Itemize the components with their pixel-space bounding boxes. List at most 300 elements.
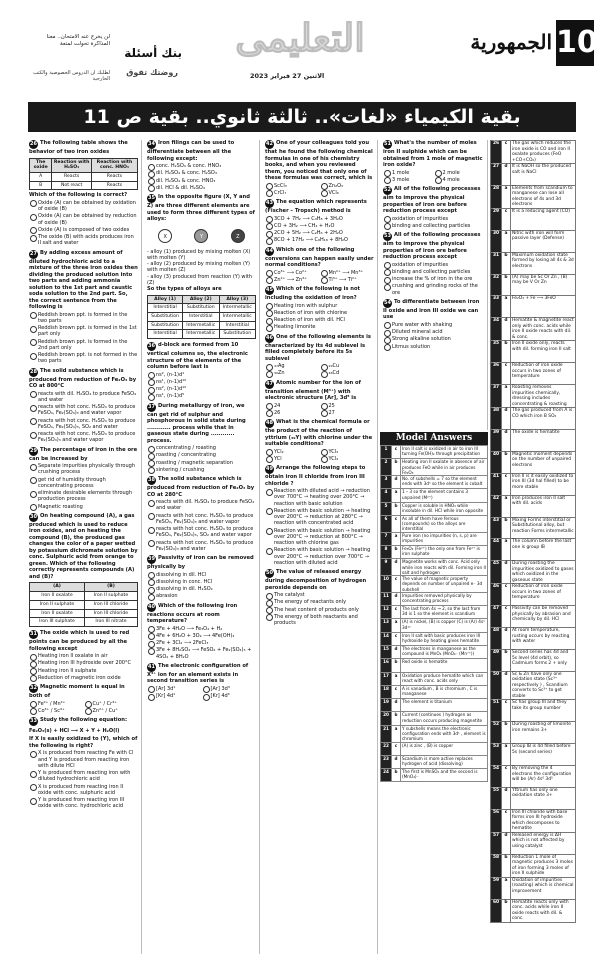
option[interactable]: reacts with hot conc. H₂SO₄ to produce FeSO₄, Fe₂(SO₄)₃, SO₂ and water (29, 418, 138, 431)
table-header: Reaction with conc. HNO₃ (91, 158, 137, 172)
option[interactable]: YCl (265, 456, 320, 462)
option[interactable]: Y is produced from reacting iron with diluted hydrochloric acid (29, 770, 138, 783)
option[interactable]: dissolving in dil. HCl (147, 572, 256, 578)
answer-letter: c (392, 742, 401, 755)
answer-row (491, 700, 576, 722)
option[interactable]: Heating limonite (265, 324, 374, 330)
table-row: A Reacts Reacts (30, 172, 138, 181)
option[interactable]: 27 (320, 410, 375, 416)
table-row[interactable]: Substitution Intermetallic Interstitial (148, 321, 256, 330)
answer-number: 47 (491, 606, 502, 628)
answer-letter: b (502, 517, 511, 539)
answer-explanation: No. of subshells = 7 so the element ends with 3d⁵ so the element is cobalt (401, 476, 488, 489)
option[interactable]: Oxide (A) can be obtained by reduction of oxide (B) (29, 213, 138, 226)
model-answers-table (380, 445, 488, 782)
answer-number: 5 (381, 502, 392, 515)
option[interactable]: ns¹, (n-1)d¹⁰ (147, 379, 256, 385)
question-32 (29, 684, 138, 714)
option[interactable]: dil. HCl & dil. H₂SO₄ (147, 185, 256, 191)
bank-caption: لطلبك ان الدروس الخصوصية والكتب الخارجية (33, 70, 110, 83)
option[interactable]: Reduction of magnetic iron oxide (29, 675, 138, 681)
option[interactable]: get rid of humidity through concentrating process (29, 477, 138, 490)
option[interactable]: crushing and grinding rocks of the ore (383, 283, 484, 296)
question-40 (147, 603, 256, 660)
question-29 (29, 447, 138, 510)
answer-row (381, 476, 488, 489)
answer-letter: c (502, 363, 511, 385)
answer-explanation: The electrons in manganese as the compound is MnO₄ (MnO₄⁻ (Mn⁷⁺)) (401, 645, 488, 658)
figure-note: - alloy (3) produced from reaction (Y) with (Z) (147, 273, 253, 286)
option[interactable]: Heating iron II oxalate in air (29, 653, 138, 659)
question-text: The following table shows the behavior of two iron oxides (29, 140, 128, 155)
answer-number: 20 (381, 712, 392, 725)
answer-explanation: Released energy is ΔH which is not affected by using catalyst (511, 832, 576, 854)
question-number: 34 (148, 141, 155, 147)
table-row[interactable]: Iron II oxalate Iron II sulphate (30, 592, 138, 601)
option[interactable]: Ti³⁺ ⟶ Ti²⁺ (320, 277, 375, 283)
answer-explanation: Roasting removes impurities chemically, dressing includes concentrating & roasting (511, 385, 576, 408)
oxide-table (29, 158, 138, 191)
question-number: 33 (30, 718, 37, 725)
option[interactable]: ₄₈Cd (320, 370, 375, 376)
option[interactable]: dil. H₂SO₄ & conc. H₂SO₄ (147, 170, 256, 176)
answer-explanation: Fe₂O₃ + Fe ⟶ 3FeO (511, 296, 576, 318)
answer-explanation: The element is titanium (401, 699, 488, 712)
answer-explanation: Current (continues ) hydrogen as reduction occurs producing magnetite (401, 712, 488, 725)
option[interactable]: Pure water with shaking (383, 322, 484, 328)
answer-number: 18 (381, 685, 392, 698)
option[interactable]: reacts with hot conc. H₂SO₄ to produce Fe₂(SO₄)₃ and water vapor (29, 431, 138, 444)
answer-letter: a (392, 489, 401, 502)
answer-letter: b (392, 502, 401, 515)
answer-number: 52 (491, 722, 502, 744)
answer-number: 17 (381, 672, 392, 685)
answer-row (381, 545, 488, 558)
answer-letter: b (502, 341, 511, 363)
question-text: In the opposite figure (X, Y and Z) are three different elements are used to form three different types of alloys: (147, 194, 255, 222)
option[interactable]: ns¹, (n-1)d⁵ (147, 393, 256, 399)
question-text: To differentiate between iron II oxide and iron III oxide we can use (383, 298, 480, 321)
option[interactable]: reacts with dil. H₂SO₄ to produce FeSO₄ and water (29, 391, 138, 404)
answer-number: 49 (491, 650, 502, 672)
option[interactable]: The catalyst (265, 592, 374, 598)
question-number: 43 (266, 200, 273, 206)
question-46 (265, 334, 374, 377)
option[interactable]: 4 mole (434, 177, 485, 183)
option[interactable]: reacts with dil. H₂SO₄ to produce FeSO₄ and water (147, 499, 256, 512)
alloy-table (147, 295, 256, 340)
question-number: 36 (148, 343, 155, 350)
question-number: 48 (266, 420, 273, 426)
answer-letter: d (502, 671, 511, 700)
option[interactable]: oxidation of impurities (383, 262, 484, 268)
answer-row (381, 632, 488, 645)
question-43 (265, 199, 374, 244)
option[interactable]: Strong alkaline solution (383, 336, 484, 342)
answer-number: 39 (491, 430, 502, 452)
answer-explanation: Yttrium has only one oxidation state 3+ (511, 787, 576, 809)
question-text: Passivity of iron can be removed physically by (147, 555, 254, 571)
answer-letter: d (502, 561, 511, 584)
answer-letter: d (392, 755, 401, 768)
answer-letter: a (502, 385, 511, 408)
option[interactable]: 24 (265, 403, 320, 409)
answer-row (491, 561, 576, 584)
option[interactable]: eliminate desirable elements through production process (29, 490, 138, 503)
answer-number: 38 (491, 408, 502, 430)
option[interactable]: 2Fe + 3Cl₂ ⟶ 2FeCl₃ (147, 640, 256, 646)
answer-row (381, 712, 488, 725)
option[interactable]: Zn²⁺ ⟶ Zn³⁺ (265, 277, 320, 283)
option[interactable]: 2 mole (434, 170, 485, 176)
question-text: What's the number of moles iron II sulphide which can be obtained from 1 mole of magnetic iron oxide? (383, 140, 483, 168)
answer-letter: d (502, 430, 511, 452)
table-header: (A) (30, 583, 85, 592)
answer-explanation: Group IB is 4d filled before 5s (second series) (511, 744, 576, 766)
table-row[interactable]: Substitution Interstitial Intermetallic (148, 312, 256, 321)
question-number: 44 (266, 247, 273, 254)
option[interactable]: CrCl₇ (265, 190, 320, 196)
answer-explanation: Passivity can be removed physically by abrasion and chemically by dil. HCl (511, 606, 576, 628)
answer-number: 46 (491, 584, 502, 606)
question-text: All of the following processes aim to improve the physical properties of iron ore before reduction process except (383, 232, 481, 260)
answer-letter: d (392, 476, 401, 489)
model-answers (380, 432, 488, 782)
answer-row (381, 592, 488, 605)
answer-letter: d (502, 832, 511, 854)
answer-explanation: Copper is soluble in HNO₃ while insoluble in dil. HCl while iron opposite (401, 502, 488, 515)
answer-letter: a (502, 539, 511, 561)
answer-row (491, 141, 576, 164)
question-number: 29 (30, 447, 37, 454)
answer-letter: b (502, 252, 511, 274)
question-28 (29, 368, 138, 444)
option[interactable]: [Kr] 4d¹ (147, 693, 202, 699)
option[interactable]: ScCl₃ (265, 183, 320, 189)
answer-number: 4 (381, 489, 392, 502)
question-number: 41 (148, 663, 155, 670)
question-47 (265, 380, 374, 417)
question-49 (265, 465, 374, 566)
option[interactable]: Co³⁺ ⟶ Co²⁺ (265, 270, 320, 276)
option[interactable]: Reddish brown ppt. is formed in the two parts (29, 312, 138, 325)
alloy-figure (147, 225, 256, 247)
option[interactable]: dissolving in dil. H₂SO₄ (147, 586, 256, 592)
bank-tagline: لن يخرج عنه الامتحان.. معنا المذاكرة تحولت لمتعة (46, 34, 110, 47)
table-row[interactable]: Interstitial Substitution Intermetallic (148, 304, 256, 313)
option[interactable]: ₃₀Zn (265, 370, 320, 376)
option[interactable]: Diluted mineral acid (383, 329, 484, 335)
option[interactable]: [Ar] 3d³ (202, 686, 257, 692)
element-y-icon: Y (194, 229, 208, 243)
question-45 (265, 286, 374, 331)
answer-explanation: It is NaOH so the produced salt is NaCl (511, 164, 576, 186)
answer-explanation: Reduction 1 mole of magnetic produces 3 moles of iron forming 3 moles of iron II sulphide (511, 854, 576, 877)
question-text: The equation which represents (Fischer – Tropsch) method is (265, 199, 367, 214)
answer-explanation: The gas produced from A is CO which iron B SO₂ (511, 408, 576, 430)
option[interactable]: Mn²⁺ ⟶ Mn³⁺ (320, 270, 375, 276)
option[interactable]: CO + 3H₂ ⟶ CH₄ + H₂O (265, 223, 374, 229)
option[interactable]: Cu⁺ / Cr³⁺ (84, 701, 139, 707)
option[interactable]: roasting / magnetic separation (147, 460, 256, 466)
bank-slogan: روضتك تفوق (126, 68, 178, 77)
option[interactable]: Reaction with basic solution → heating over 200°C → reduction at 800°C → reaction with chlorine gas (265, 528, 374, 547)
option[interactable]: ₄₇Ag (265, 363, 320, 369)
table-row[interactable]: Iron II oxalate Iron III chloride (30, 609, 138, 618)
answer-letter: c (392, 576, 401, 593)
option[interactable]: Oxide (A) is composed of two oxides (29, 227, 138, 233)
answer-letter: b (502, 854, 511, 877)
option[interactable]: abrasion (147, 593, 256, 599)
column-4 (380, 140, 488, 430)
answer-row (381, 699, 488, 712)
option[interactable]: 2CO + 5H₂ ⟶ C₂H₆ + 2H₂O (265, 230, 374, 236)
issue-date: الاثنين 27 فبراير 2023 (250, 72, 325, 80)
answer-number: 3 (381, 476, 392, 489)
question-text: Which of the following iron reactions occurs at room temperature? (147, 602, 238, 625)
question-text: The electronic configuration of X³⁺ ion for an element exists in second transition series is (147, 662, 249, 685)
answer-number: 32 (491, 274, 502, 296)
answer-number: 48 (491, 628, 502, 650)
question-text: Arrange the following steps to obtain iron II chloride from iron III chloride ? (265, 465, 366, 487)
answer-key-table (490, 140, 576, 923)
option[interactable]: Heating iron with sulphur (265, 303, 374, 309)
answer-number: 35 (491, 341, 502, 363)
option[interactable]: concentrating / roasting (147, 445, 256, 451)
question-number: 42 (266, 141, 273, 147)
answer-row (491, 451, 576, 473)
option[interactable]: Heating iron III hydroxide over 200°C (29, 660, 138, 666)
option[interactable]: Oxide (A) can be obtained by oxidation of oxide (B) (29, 200, 138, 213)
option[interactable]: Zn₂O₃ (320, 183, 375, 189)
option[interactable]: Reaction with basic solution → heating over 200°C → reduction at 280°C → reaction with concentrated acid (265, 508, 374, 527)
option[interactable]: YCl₃ (320, 449, 375, 455)
answer-explanation: (A) may be Sc Or Zn , (B) may be V Or Zn (511, 274, 576, 296)
question-number: 40 (148, 603, 155, 610)
answer-letter: b (392, 545, 401, 558)
answer-letter: b (502, 274, 511, 296)
option[interactable]: 3CO + 7H₂ ⟶ C₃H₈ + 3H₂O (265, 216, 374, 222)
option[interactable]: binding and collecting particles (383, 269, 484, 275)
answer-row (381, 619, 488, 632)
question-35 (147, 194, 256, 339)
option[interactable]: The energy of reactants only (265, 599, 374, 605)
option[interactable]: reacts with hot conc. H₂SO₄ to produce FeSO₄, Fe₂(SO₄)₃ and water vapor (147, 513, 256, 526)
question-text: The oxide which is used to red points can be produced by all the following except (29, 630, 130, 652)
bank-block (30, 34, 182, 88)
table-row[interactable]: Iron III sulphate Iron III nitrate (30, 618, 138, 627)
option[interactable]: Separate impurities physically through crushing process (29, 463, 138, 476)
answer-row (491, 208, 576, 230)
answer-number: 14 (381, 632, 392, 645)
option[interactable]: [Kr] 4d³ (202, 693, 257, 699)
table-row[interactable]: Iron II sulphate Iron III chloride (30, 600, 138, 609)
answer-letter: b (392, 712, 401, 725)
answer-number: 54 (491, 766, 502, 788)
answer-number: 42 (491, 495, 502, 517)
answer-number: 31 (491, 252, 502, 274)
option[interactable]: X is produced from reacting iron II oxide with conc. sulphuric acid (29, 784, 138, 797)
option[interactable]: conc. H₂SO₄ & conc. HNO₃ (147, 163, 256, 169)
answer-explanation: Maximum oxidation state formed by losing all 4s & 3d electrons (511, 252, 576, 274)
option[interactable]: 1 mole (383, 170, 434, 176)
option[interactable]: ns², (n-1)d¹ (147, 372, 256, 378)
answer-number: 50 (491, 671, 502, 700)
option[interactable]: Reddish brown ppt. is formed in the 2nd part only (29, 339, 138, 352)
answer-row (491, 430, 576, 452)
answer-letter: c (502, 809, 511, 832)
answer-explanation: Reduction of iron oxide occurs in two zones of temperature (511, 363, 576, 385)
answer-letter: d (392, 592, 401, 605)
answer-row (491, 628, 576, 650)
answer-row (491, 274, 576, 296)
option[interactable]: VCl₆ (320, 190, 375, 196)
option[interactable]: reacts with hot conc. H₂SO₄ to produce FeSO₄, Fe₂(SO₄)₃, SO₂ and water vapor (147, 526, 256, 539)
question-50 (265, 569, 374, 626)
answer-explanation: Magnetic moment depends on the number of unpaired electrons (511, 451, 576, 473)
answer-number: 26 (491, 141, 502, 164)
option[interactable]: [Ar] 3d¹ (147, 686, 202, 692)
answer-number: 58 (491, 854, 502, 877)
question-41 (147, 663, 256, 700)
option[interactable]: roasting / concentrating (147, 452, 256, 458)
question-number: 39 (148, 556, 155, 563)
answer-explanation: During roasting the impurities oxidized to gases which oxidized in the gaseous state (512, 561, 574, 583)
option[interactable]: ₂₉Cu (320, 363, 375, 369)
option[interactable]: 3Fe + 8H₂SO₄ ⟶ FeSO₄ + Fe₂(SO₄)₃ + 4SO₂ + 8H₂O (147, 647, 256, 660)
answer-number: 1 (381, 446, 392, 459)
answer-explanation: The first is MnSO₄ and the second is (MnO₄)⁻ (401, 769, 488, 782)
option[interactable]: YCl₄ (320, 456, 375, 462)
option[interactable]: increase the % of iron in the ore (383, 276, 484, 282)
option[interactable]: Co³⁺ / Sc³⁺ (29, 708, 84, 714)
option[interactable]: YCl₂ (265, 449, 320, 455)
option[interactable]: oxidation of impurities (383, 216, 484, 222)
answer-explanation: During roasting of limonite iron remains 3+ (511, 722, 576, 744)
answer-number: 21 (381, 725, 392, 742)
answer-number: 9 (381, 559, 392, 576)
option[interactable]: Reaction of iron with dil. HCl (265, 317, 374, 323)
answer-explanation: Iron produces iron II salt with dil. acids (511, 495, 576, 517)
answer-explanation: Fe₃O₄ (Fe²⁺) the only one from Fe²⁺ is iron sulphate (401, 545, 488, 558)
question-prompt: So the types of alloys are (147, 286, 222, 292)
option[interactable]: Reddish brown ppt. is not formed in the two parts (29, 352, 138, 365)
answer-explanation: Y subshells means the electronic configuration ends with 3d¹ , element is chromium (402, 725, 486, 742)
answer-number: 36 (491, 363, 502, 385)
answer-row (491, 584, 576, 606)
option[interactable]: 3Fe + 4H₂O ⟶ Fe₃O₄ + H₂ (147, 626, 256, 632)
table-header: The oxide (30, 158, 52, 172)
answer-row (491, 385, 576, 408)
answer-letter: a (502, 744, 511, 766)
answer-number: 22 (381, 742, 392, 755)
option[interactable]: Fe²⁺ / Mn²⁺ (29, 701, 84, 707)
answer-letter: d (502, 787, 511, 809)
answer-explanation: Sc & Zn have only one oxidation state (Sc³⁺ respectively ) , Scandium converts to Sc³⁺ to get stable (511, 671, 576, 700)
option[interactable]: Reddish brown ppt. is formed in the 1st part only (29, 325, 138, 338)
answer-letter: d (502, 164, 511, 186)
question-number: 38 (148, 477, 155, 484)
answer-letter: d (502, 408, 511, 430)
answer-number: 33 (491, 296, 502, 318)
option[interactable]: Magnetic roasting (29, 504, 138, 510)
equation: Fe₂O₃(s) + HCl ⟶ X + Y + H₂O(l) (29, 728, 120, 735)
answer-letter: a (502, 296, 511, 318)
table-row[interactable]: Interstitial Intermetallic Substitution (148, 330, 256, 339)
option[interactable]: binding and collecting particles (383, 223, 484, 229)
option[interactable]: The heat content of products only (265, 607, 374, 613)
newspaper-logo: الجمهورية (470, 30, 552, 54)
option[interactable]: reacts with hot conc. H₂SO₄ to produce FeSO₄, Fe₂(SO₄)₃ and water vapor (29, 404, 138, 417)
option[interactable]: Heating iron II sulphate (29, 668, 138, 674)
answer-explanation: Iron II is it easily oxidized to iron III (3d hal filled) to be more stable (511, 473, 576, 495)
answer-row (491, 671, 576, 700)
answer-letter: a (502, 495, 511, 517)
option[interactable]: 8CO + 17H₂ ⟶ C₈H₁₈ + 8H₂O (265, 237, 374, 243)
option[interactable]: sintering / crushing (147, 467, 256, 473)
question-number: 52 (384, 187, 391, 193)
option[interactable]: dil. H₂SO₄ & conc. HNO₃ (147, 178, 256, 184)
option[interactable]: X is produced from reacting Fe with Cl and Y is produced from reacting iron with dilute HCl (29, 750, 138, 769)
option[interactable]: ns², (n-1)d¹⁰ (147, 386, 256, 392)
answer-letter: c (392, 606, 401, 619)
option[interactable]: The energy of both reactants and products (265, 614, 374, 627)
answer-row (491, 296, 576, 318)
answer-row (381, 659, 488, 672)
answer-number: 51 (491, 700, 502, 722)
answer-row (491, 363, 576, 385)
question-31 (29, 630, 138, 681)
answer-row (491, 230, 576, 252)
answer-row (381, 725, 488, 742)
answer-number: 40 (491, 451, 502, 473)
answer-number: 27 (491, 164, 502, 186)
question-text: d-block are formed from 10 vertical columns so, the electronic structure of the elements of the column before last is (147, 342, 248, 371)
option[interactable]: Reaction of iron with chlorine (265, 310, 374, 316)
answer-row (491, 877, 576, 899)
question-number: 46 (266, 334, 273, 341)
question-text: Which one of the following conversions can happen easily under normal conditions? (265, 246, 374, 268)
option[interactable]: 3 mole (383, 177, 434, 183)
question-prompt: If X is easily oxidized to (Y), which of the following is right? (29, 736, 138, 749)
answer-row (381, 502, 488, 515)
option[interactable]: Litmus solution (383, 344, 484, 350)
answer-row (491, 606, 576, 628)
option[interactable]: Reaction with basic solution → heating over 200°C → reduction over 700°C → reaction with diluted acid (265, 547, 374, 566)
answer-explanation: Scandium is more active replaces hydrogen of acid (dissolving) (401, 755, 488, 768)
option[interactable]: 26 (265, 410, 320, 416)
option[interactable]: Y is produced from reacting iron III oxide with conc. hydrochloric acid (29, 797, 138, 810)
answer-key (490, 140, 576, 923)
question-prompt: Which of the following is correct? (29, 192, 128, 199)
question-51 (383, 140, 484, 183)
answer-explanation: Iron II salt is oxidized in air to iron III turning Fe(OH)₂ through precipitation (401, 446, 488, 459)
option[interactable]: 25 (320, 403, 375, 409)
option[interactable]: dissolving in conc. HCl (147, 579, 256, 585)
option[interactable]: 4Fe + 6H₂O + 3O₂ ⟶ 4Fe(OH)₃ (147, 633, 256, 639)
option[interactable]: reacts with hot conc. H₂SO₄ to produce Fe₂(SO₄)₃ and water (147, 540, 256, 553)
option[interactable]: The oxide (B) with acids produces iron II salt and water (29, 234, 138, 247)
option[interactable]: Reaction with diluted acid → reduction over 700°C → heating over 200°C → reaction with basic solution (265, 488, 374, 507)
answer-row (491, 722, 576, 744)
option[interactable]: Zn²⁺ / Cu⁺ (84, 708, 139, 714)
answer-explanation: Oxidation of impurities (roasting) which is chemical improvement (511, 877, 576, 899)
bank-title: بنك أسئلة (124, 46, 182, 60)
question-text: The solid substance which is produced from reduction of Fe₂O₃ by CO at 800°C (29, 367, 137, 390)
answer-explanation: Second series has 4d and 5s level (4d orbit), so Cadmium forms 2 + only (511, 650, 576, 672)
answer-number: 2 (381, 459, 392, 476)
answer-letter: b (392, 459, 401, 476)
